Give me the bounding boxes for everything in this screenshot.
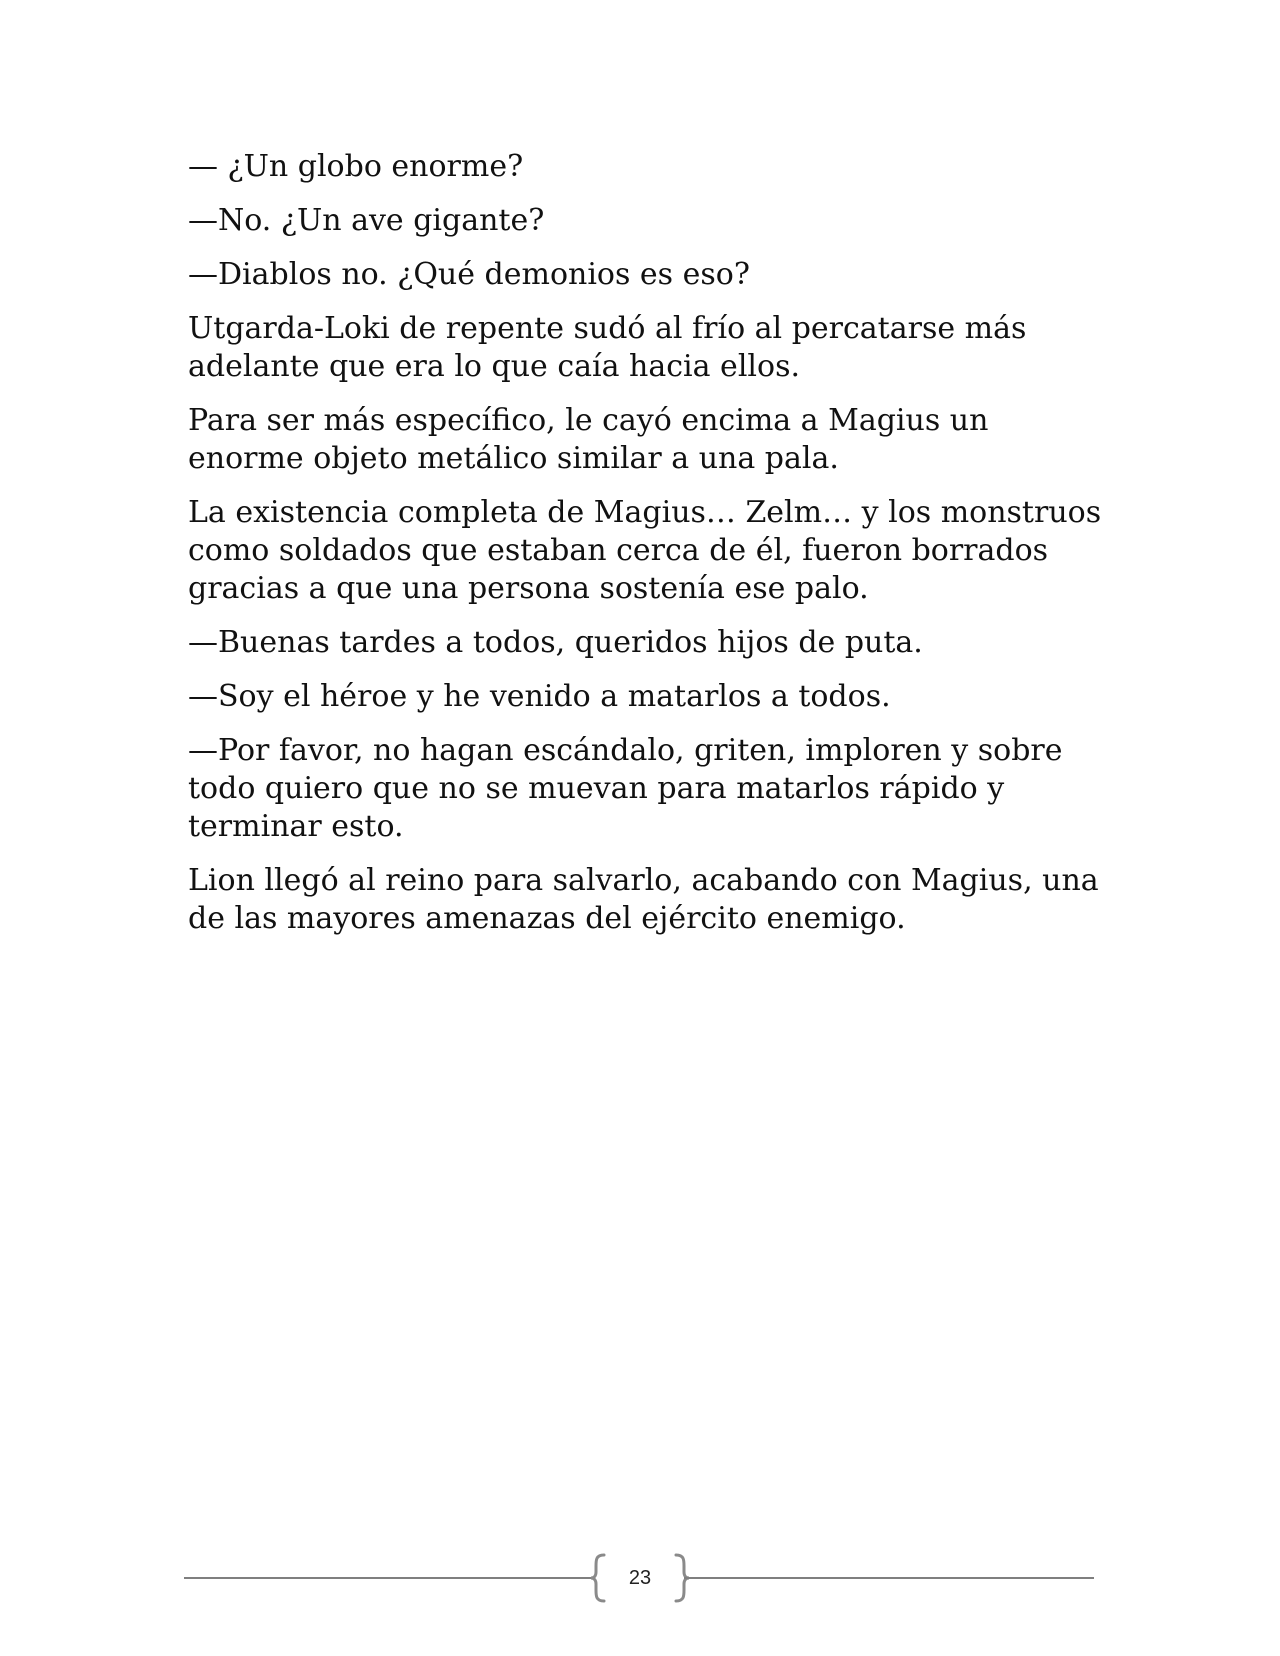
paragraph-6: La existencia completa de Magius… Zelm… y los monstruos como soldados que estaban cerca de él, fueron borrados gracias a que una persona sostenía ese palo. [188,495,1102,606]
footer-rule-right [684,1577,1094,1579]
paragraph-3: —Diablos no. ¿Qué demonios es eso? [188,257,750,292]
paragraph-9: —Por favor, no hagan escándalo, griten, imploren y sobre todo quiero que no se muevan para matarlos rápido y terminar esto. [188,733,1063,844]
paragraph-1: — ¿Un globo enorme? [188,149,524,184]
body-text [188,148,1108,954]
paragraph-4: Utgarda-Loki de repente sudó al frío al percatarse más adelante que era lo que caía hacia ellos. [188,311,1027,384]
page-number: 23 [628,1567,652,1589]
page-footer [184,1552,1094,1604]
paragraph-5: Para ser más específico, le cayó encima a Magius un enorme objeto metálico similar a una pala. [188,403,989,476]
paragraph-8: —Soy el héroe y he venido a matarlos a todos. [188,679,891,714]
left-brace-icon [588,1552,610,1604]
paragraph-2: —No. ¿Un ave gigante? [188,203,545,238]
paragraph-7: —Buenas tardes a todos, queridos hijos de puta. [188,625,923,660]
footer-rule-left [184,1577,594,1579]
paragraph-10: Lion llegó al reino para salvarlo, acabando con Magius, una de las mayores amenazas del ejército enemigo. [188,863,1099,936]
